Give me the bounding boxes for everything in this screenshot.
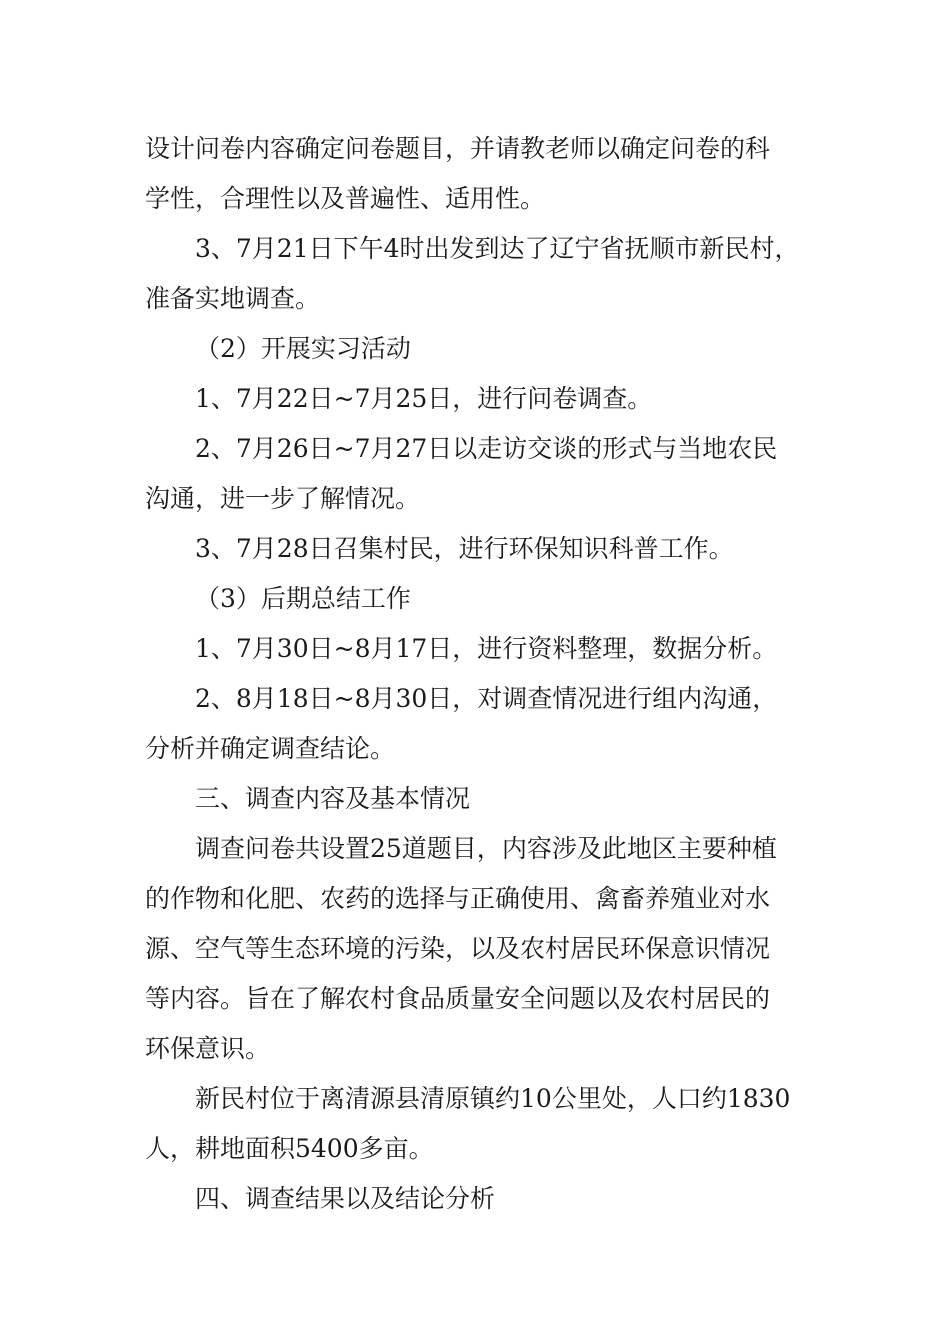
text-line: 设计问卷内容确定问卷题目，并请教老师以确定问卷的科: [145, 134, 771, 163]
text-line: 人，耕地面积5400多亩。: [145, 1134, 434, 1163]
text-line: 3、7月21日下午4时出发到达了辽宁省抚顺市新民村，: [195, 234, 800, 263]
text-line: 沟通，进一步了解情况。: [145, 484, 421, 513]
text-line: 2、8月18日~8月30日，对调查情况进行组内沟通，: [195, 684, 778, 713]
text-line: 1、7月22日~7月25日，进行问卷调查。: [195, 384, 653, 413]
section-heading: 四、调查结果以及结论分析: [195, 1184, 496, 1213]
text-line: 源、空气等生态环境的污染，以及农村居民环保意识情况: [145, 934, 771, 963]
text-line: 环保意识。: [145, 1034, 271, 1063]
text-line: 新民村位于离清源县清原镇约10公里处，人口约1830: [195, 1084, 791, 1113]
section-heading: （2）开展实习活动: [195, 334, 411, 363]
text-line: 调查问卷共设置25道题目，内容涉及此地区主要种植: [195, 834, 777, 863]
text-line: 2、7月26日~7月27日以走访交谈的形式与当地农民: [195, 434, 778, 463]
text-line: 学性，合理性以及普遍性、适用性。: [145, 184, 546, 213]
text-line: 3、7月28日召集村民，进行环保知识科普工作。: [195, 534, 734, 563]
text-line: 等内容。旨在了解农村食品质量安全问题以及农村居民的: [145, 984, 771, 1013]
text-line: 分析并确定调查结论。: [145, 734, 396, 763]
section-heading: （3）后期总结工作: [195, 584, 411, 613]
text-line: 的作物和化肥、农药的选择与正确使用、禽畜养殖业对水: [145, 884, 771, 913]
text-line: 准备实地调查。: [145, 284, 321, 313]
text-line: 1、7月30日~8月17日，进行资料整理，数据分析。: [195, 634, 778, 663]
section-heading: 三、调查内容及基本情况: [195, 784, 471, 813]
